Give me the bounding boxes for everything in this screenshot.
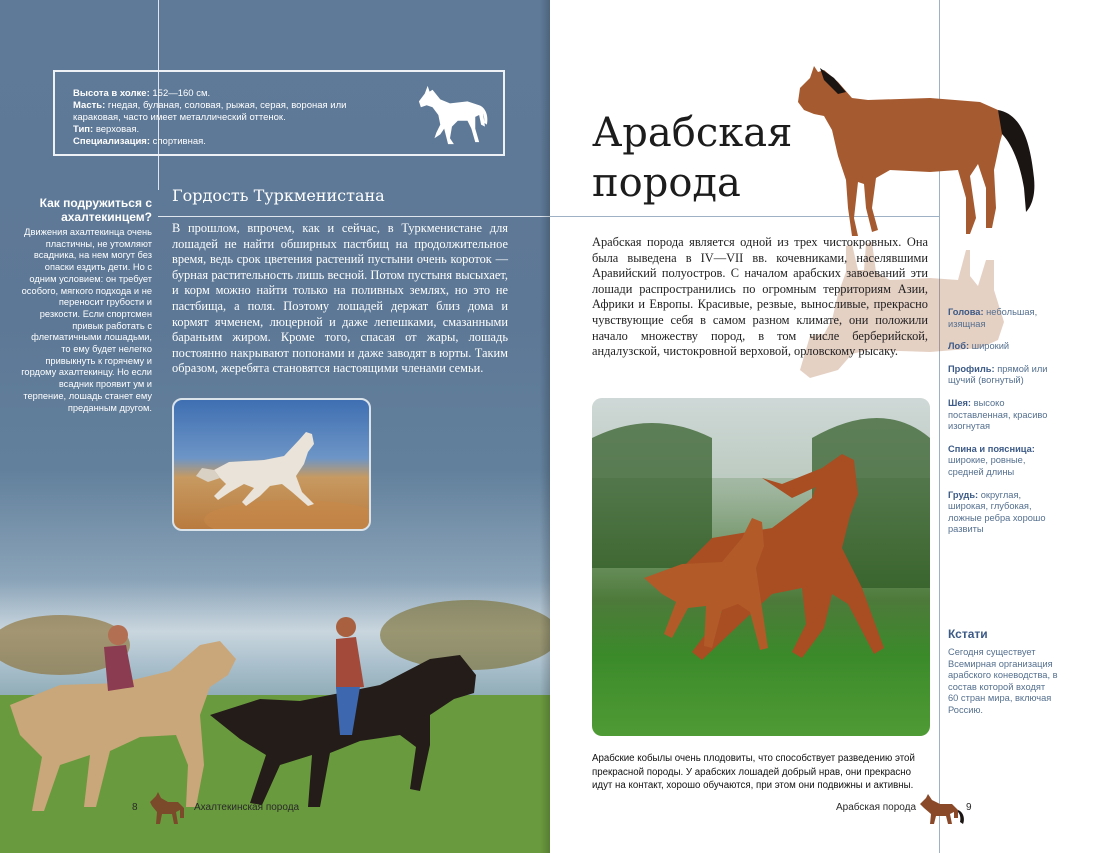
grey-horse-photo xyxy=(172,398,371,531)
property-head: Голова: небольшая, изящная xyxy=(948,307,1038,329)
property-neck: Шея: высоко поставленная, красиво изогнутая xyxy=(948,397,1048,432)
section-heading: Гордость Туркменистана xyxy=(172,186,385,205)
right-page xyxy=(550,0,1101,853)
arabian-horse-photo xyxy=(780,58,1080,258)
info-height: Высота в холке: 152—160 см. xyxy=(73,88,211,99)
right-page-footer xyxy=(836,802,972,813)
grey-horse-illustration xyxy=(174,400,371,531)
property-profile: Профиль: прямой или щучий (вогнутый) xyxy=(948,363,1048,386)
horse-mini-icon xyxy=(144,788,188,826)
section-body: В прошлом, впрочем, как и сейчас, в Туркменистане для лошадей не найти обширных пастбищ на продолжительное время, ведь срок цветения растений пустыни очень короток — бурная растительность лишь весной. Потом пустыня высыхает, и корм можно найти только на поливных землях, но это не пастбища, а поля. Поэтому лошадей держат близ дома и кормят ячменем, люцерной и даже лепешками, смазанными бараньим жиром. Кроме того, спасая от жары, лошадь постоянно накрывают попонами и даже заводят в юрты. Таким образом, жеребята становятся настоящими членами семьи. xyxy=(172,221,508,376)
mare-and-foal-illustration xyxy=(592,398,930,736)
info-specialization: Специализация: спортивная. xyxy=(73,136,206,147)
sidebar-title: Как подружиться с ахалтекинцем? xyxy=(39,196,152,224)
title-line-2: порода xyxy=(592,160,741,206)
left-page xyxy=(0,0,550,853)
by-the-way-note xyxy=(948,627,1058,717)
page-number: 8 xyxy=(132,802,138,813)
note-text: Сегодня существует Всемирная организация арабского коневодства, в состав которой входят 60 стран мира, включая Россию. xyxy=(948,647,1058,715)
sidebar-note xyxy=(20,196,152,414)
property-back: Спина и поясница: широкие, ровные, средней длины xyxy=(948,443,1035,477)
photo-caption: Арабские кобылы очень плодовиты, что способствует разведению этой прекрасной породы. У арабских лошадей добрый нрав, они прекрасно идут на контакт, хорошо обучаются, при этом они подвижны и активны. xyxy=(592,753,915,791)
intro-text: Арабская порода является одной из трех чистокровных. Она была выведена в IV—VII вв. кочевниками, населявшими Аравийский полуостров. С началом арабских завоеваний эти лошади распространились по огромным территориям Азии, Африки и Европы. Красивые, резвые, выносливые, прекрасно чувствующие себя в самом разном климате, они положили начало множеству пород, в том числе берберийской, андалузской, чистокровной верховой, орловскому рысаку. xyxy=(592,235,928,359)
note-title: Кстати xyxy=(948,627,988,641)
breed-properties xyxy=(948,307,1058,547)
property-chest: Грудь: округлая, широкая, глубокая, ложные ребра хорошо развиты xyxy=(948,489,1046,535)
horse-mini-icon xyxy=(916,790,966,826)
running-header-label: Арабская порода xyxy=(836,802,917,813)
page-title xyxy=(592,108,792,208)
property-forehead: Лоб: широкий xyxy=(948,341,1010,352)
mare-and-foal-photo xyxy=(592,398,930,736)
info-type: Тип: верховая. xyxy=(73,124,140,135)
breed-info-box xyxy=(53,70,505,156)
info-color: Масть: гнедая, буланая, соловая, рыжая, серая, вороная или караковая, часто имеет металлический оттенок. xyxy=(73,100,347,123)
title-line-1: Арабская xyxy=(592,110,793,156)
page-number: 9 xyxy=(966,802,972,813)
divider-horizontal xyxy=(158,216,550,217)
running-header-label: Ахалтекинская порода xyxy=(194,802,300,813)
horse-silhouette-icon xyxy=(411,80,489,148)
sidebar-text: Движения ахалтекинца очень пластичны, не утомляют всадника, на нем могут без опаски ездить дети. Но с одним условием: он требует особого, мягкого подхода и не переносит грубости и резкости. Если спортсмен привык работать с флегматичными лошадьми, то ему будет нелегко привыкнуть к горячему и гордому ахалтекинцу. Но если всадник проявит ум и терпение, лошадь станет ему преданным другом. xyxy=(21,227,152,413)
